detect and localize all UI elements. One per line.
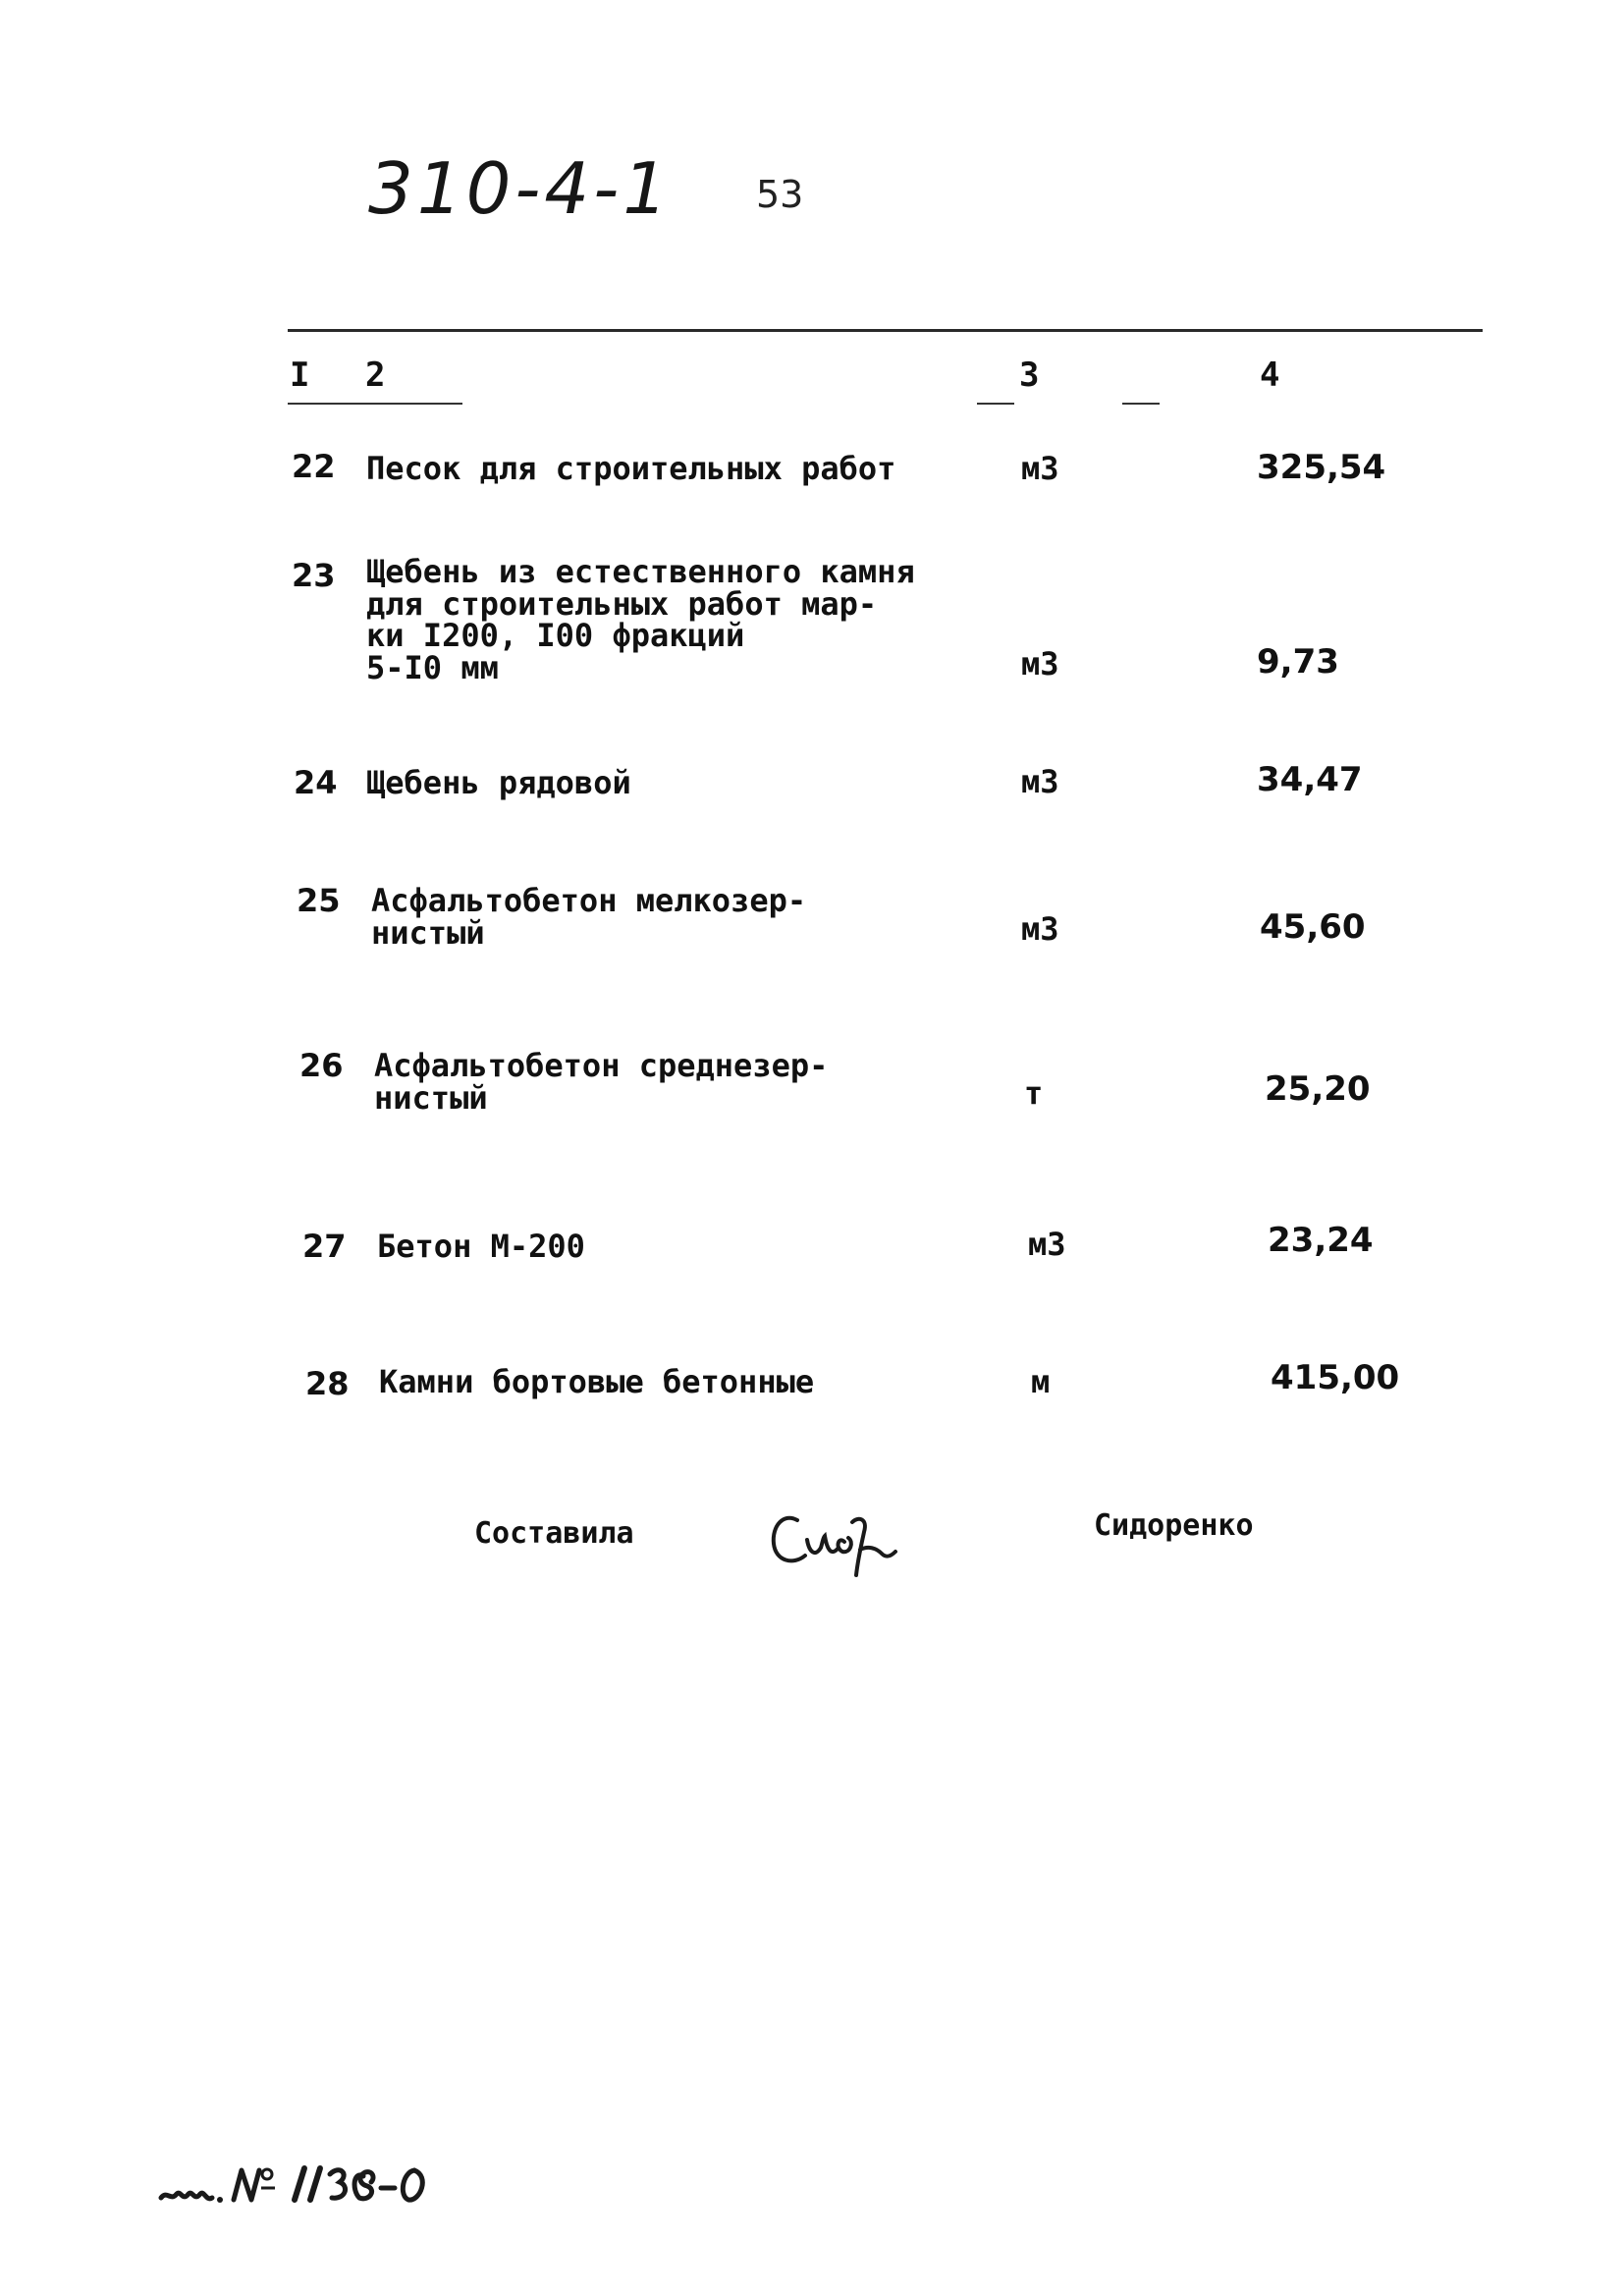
column-header-3: 3 — [1019, 355, 1040, 395]
column-header-1: I — [290, 355, 310, 395]
table-row-unit: м3 — [1021, 450, 1059, 487]
table-row-quantity: 415,00 — [1271, 1358, 1400, 1397]
table-row-name: Бетон М-200 — [377, 1228, 585, 1265]
table-row-unit: м3 — [1021, 763, 1059, 800]
table-row-number: 27 — [302, 1228, 347, 1265]
table-row-quantity: 25,20 — [1265, 1069, 1371, 1109]
compiler-name: Сидоренко — [1094, 1508, 1254, 1543]
table-row-quantity: 23,24 — [1268, 1221, 1374, 1260]
column-header-4: 4 — [1260, 355, 1280, 395]
table-row-unit: м — [1031, 1363, 1051, 1400]
table-row-quantity: 45,60 — [1260, 907, 1366, 947]
table-row-quantity: 325,54 — [1257, 448, 1386, 487]
table-row-number: 25 — [297, 882, 341, 919]
table-row-unit: т — [1024, 1074, 1044, 1112]
table-row-name: Камни бортовые бетонные — [379, 1363, 815, 1400]
column-header-2: 2 — [365, 355, 386, 395]
table-row-name: Песок для строительных работ — [366, 450, 896, 487]
handwritten-signature — [766, 1493, 903, 1581]
header-underline-1 — [288, 403, 462, 405]
table-row-unit: м3 — [1021, 910, 1059, 948]
header-underline-3b — [1122, 403, 1160, 405]
table-row-quantity: 34,47 — [1257, 760, 1363, 799]
inventory-stamp-handwriting — [157, 2160, 442, 2210]
table-row-unit: м3 — [1028, 1226, 1066, 1263]
table-row-quantity: 9,73 — [1257, 642, 1339, 682]
table-row-number: 24 — [294, 764, 338, 801]
page-number: 53 — [756, 173, 804, 216]
table-row-number: 28 — [305, 1365, 350, 1402]
table-row-name: Асфальтобетон мелкозер- нистый — [371, 882, 807, 952]
table-row-number: 23 — [292, 557, 336, 594]
table-row-number: 26 — [299, 1047, 344, 1084]
table-row-unit: м3 — [1021, 645, 1059, 683]
table-top-rule — [288, 329, 1483, 332]
table-row-number: 22 — [292, 448, 336, 485]
header-underline-3a — [977, 403, 1014, 405]
table-row-name: Щебень из естественного камня для строительных работ мар- ки I200, I00 фракций 5-I0 мм — [366, 553, 915, 686]
document-code: 310-4-1 — [368, 147, 673, 230]
table-row-name: Щебень рядовой — [366, 764, 631, 801]
compiled-by-label: Составила — [474, 1516, 634, 1551]
table-row-name: Асфальтобетон среднезер- нистый — [374, 1047, 829, 1117]
